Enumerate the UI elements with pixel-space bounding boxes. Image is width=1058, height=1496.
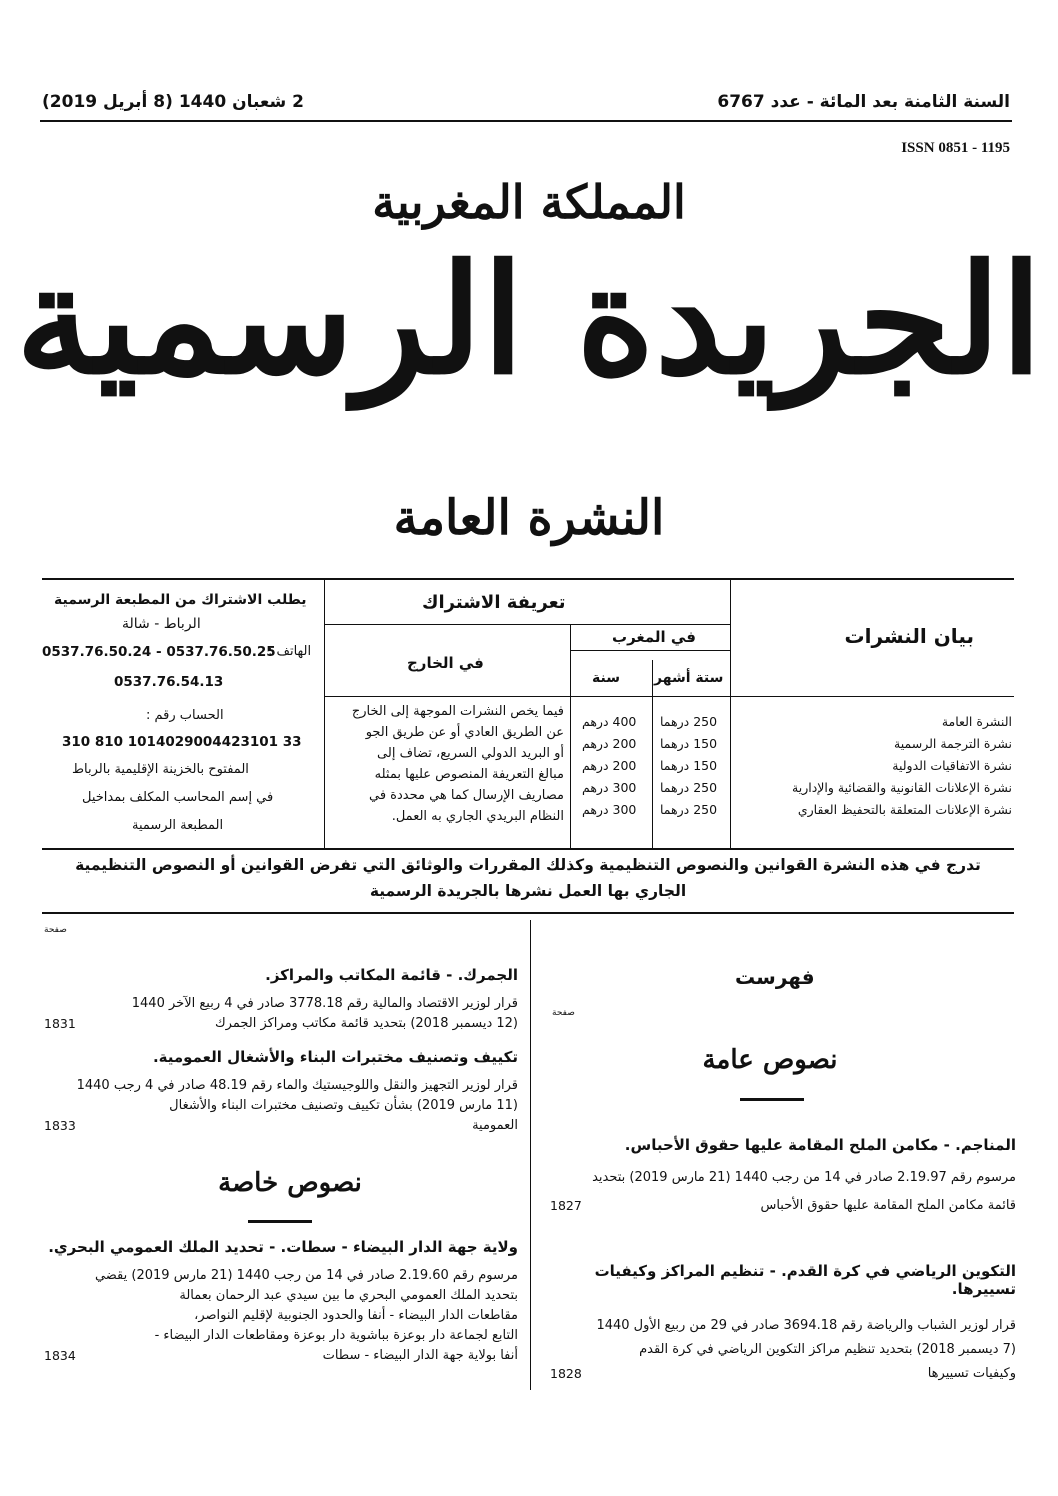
toc-entry (550, 1136, 1016, 1216)
toc-entry-heading: تكييف وتصنيف مختبرات البناء والأشغال العمومية. (152, 1048, 518, 1066)
divider (324, 696, 1014, 697)
in-morocco-label: في المغرب (612, 628, 696, 646)
contact-line5: المطبعة الرسمية (132, 818, 224, 833)
general-texts-title: نصوص عامة (702, 1045, 838, 1075)
bulletin-six-months: 150 درهما (660, 736, 718, 751)
edition-title: النشرة العامة (393, 490, 665, 546)
toc-entry-line: (7 ديسمبر 2018) بتحديد تنظيم مراكز التكوين الرياضي في كرة القدم (639, 1342, 1016, 1357)
abroad-text-line: أو البريد الدولي السريع، تضاف إلى (377, 746, 564, 761)
notice-rule (42, 912, 1014, 914)
toc-entry-text: قائمة مكامن الملح المقامة عليها حقوق الأحباس (760, 1198, 1016, 1213)
toc-entry-line (44, 1014, 518, 1034)
abroad-text-line: مصاريف الإرسال كما هي محددة في (369, 788, 564, 803)
bulletin-six-months: 250 درهما (660, 802, 718, 817)
toc-entry-line (44, 1346, 518, 1366)
toc-entry-line: قرار لوزير الاقتصاد والمالية رقم 3778.18 صادر في 4 ربيع الآخر 1440 (131, 996, 518, 1011)
toc-entry-line (550, 1196, 1016, 1216)
toc-entry-line: مقاطعات الدار البيضاء - أنفا والحدود الجنوبية لإقليم النواصر، (194, 1308, 518, 1323)
publication-notice (42, 852, 1014, 904)
account-number: 310 810 1014029004423101 33 (62, 734, 302, 750)
bulletin-name: النشرة العامة (941, 714, 1012, 729)
contact-line1: يطلب الاشتراك من المطبعة الرسمية (54, 592, 307, 608)
divider (324, 624, 730, 625)
toc-entry-line: التابع لجماعة دار بوعزة بباشوية دار بوعزة ومقاطعات الدار البيضاء - (154, 1328, 518, 1343)
contact-line4: في إسم المحاسب المكلف بمداخيل (82, 790, 274, 805)
section-rule (740, 1098, 804, 1101)
bulletin-name: نشرة الاتفاقيات الدولية (892, 758, 1012, 773)
abroad-text-line: فيما يخص النشرات الموجهة إلى الخارج (351, 704, 564, 719)
six-months-label: ستة أشهر (654, 670, 724, 686)
bulletin-six-months: 150 درهما (660, 758, 718, 773)
toc-entry-line (550, 1364, 1016, 1384)
page-label-right: صفحة (552, 1008, 575, 1018)
bulletin-name: نشرة الترجمة الرسمية (894, 736, 1012, 751)
toc-page-number: 1828 (550, 1366, 582, 1381)
abroad-text-line: النظام البريدي الجاري به العمل. (391, 809, 564, 824)
gazette-title: الجريدة الرسمية (15, 232, 1043, 408)
subscription-box (42, 578, 1014, 850)
bulletin-year: 400 درهم (582, 714, 637, 729)
bulletin-six-months: 250 درهما (660, 714, 718, 729)
column-divider (530, 920, 531, 1390)
issn: ISSN 0851 - 1195 (901, 140, 1010, 156)
phone-number-2: 0537.76.54.13 (114, 674, 224, 690)
toc-entry-heading: الجمرك. - قائمة المكاتب والمراكز. (265, 966, 518, 984)
account-label: الحساب رقم : (146, 708, 224, 723)
toc-entry-heading: المناجم. - مكامن الملح المقامة عليها حقوق الأحباس. (624, 1136, 1016, 1154)
header-rule (40, 120, 1012, 122)
toc-entry (44, 966, 518, 1034)
toc-entry-text: وكيفيات تسييرها (927, 1366, 1016, 1381)
bulletin-year: 300 درهم (582, 802, 637, 817)
divider (570, 624, 571, 848)
bulletin-six-months: 250 درهما (660, 780, 718, 795)
divider (730, 580, 731, 848)
toc-entry-line: مرسوم رقم 2.19.97 صادر في 14 من رجب 1440 (21 مارس 2019) بتحديد (592, 1170, 1016, 1185)
toc-entry (44, 1048, 518, 1136)
special-texts-title: نصوص خاصة (218, 1168, 362, 1198)
bulletin-name: نشرة الإعلانات القانونية والقضائية والإدارية (792, 780, 1012, 795)
toc-entry-line: مرسوم رقم 2.19.60 صادر في 14 من رجب 1440 (21 مارس 2019) يقضي (94, 1268, 518, 1283)
divider (324, 580, 325, 848)
abroad-label: في الخارج (407, 654, 484, 672)
date-line: 2 شعبان 1440 (8 أبريل 2019) (42, 92, 304, 112)
abroad-text-line: مبالغ التعريفة المنصوص عليها بمثله (374, 767, 564, 782)
toc-entry-line: بتحديد الملك العمومي البحري ما بين سيدي عبد الرحمان بعمالة (179, 1288, 518, 1303)
toc-entry-heading: ولاية جهة الدار البيضاء - سطات. - تحديد الملك العمومي البحري. (48, 1238, 518, 1256)
page-label-left: صفحة (44, 925, 67, 935)
phone-label: الهاتف : (268, 644, 312, 659)
bulletin-name: نشرة الإعلانات المتعلقة بالتحفيظ العقاري (797, 802, 1012, 817)
toc-entry-heading: التكوين الرياضي في كرة القدم. - تنظيم المراكز وكيفيات تسييرها. (594, 1262, 1016, 1298)
bulletins-title: بيان النشرات (844, 624, 974, 648)
toc-entry-line: قرار لوزير التجهيز والنقل واللوجيستيك والماء رقم 48.19 صادر في 4 رجب 1440 (76, 1078, 518, 1093)
contact-line3: المفتوح بالخزينة الإقليمية بالرباط (72, 762, 249, 777)
notice-line1: تدرج في هذه النشرة القوانين والنصوص التنظيمية وكذلك المقررات والوثائق التي تفرض القوانين أو النصوص التنظيمية (75, 856, 981, 874)
year-label: سنة (592, 670, 620, 686)
divider (570, 650, 730, 651)
abroad-text-line: عن الطريق العادي أو عن طريق الجو (365, 725, 564, 740)
toc-entry-line: قرار لوزير الشباب والرياضة رقم 3694.18 صادر في 29 من ربيع الأول 1440 (596, 1318, 1016, 1333)
toc-entry (550, 1262, 1016, 1384)
issue-line: السنة الثامنة بعد المائة - عدد 6767 (717, 92, 1010, 112)
contact-line2: الرباط - شالة (122, 616, 201, 632)
toc-entry (44, 1238, 518, 1366)
bulletin-year: 300 درهم (582, 780, 637, 795)
toc-entry-line (44, 1116, 518, 1136)
notice-line2: الجاري بها العمل نشرها بالجريدة الرسمية (369, 882, 687, 900)
toc-page-number: 1827 (550, 1198, 582, 1213)
divider (652, 660, 653, 848)
toc-title: فهرست (735, 965, 815, 989)
toc-entry-text: (12 ديسمبر 2018) بتحديد قائمة مكاتب ومراكز الجمرك (214, 1016, 518, 1031)
toc-entry-text: العمومية (472, 1118, 518, 1133)
toc-page-number: 1834 (44, 1348, 76, 1363)
bulletin-year: 200 درهم (582, 758, 637, 773)
toc-entry-line: (11 مارس 2019) بشأن تكييف وتصنيف مختبرات البناء والأشغال (169, 1098, 518, 1113)
section-rule (248, 1220, 312, 1223)
kingdom-title: المملكة المغربية (372, 175, 686, 229)
phone-numbers: 0537.76.50.24 - 0537.76.50.25 (42, 644, 276, 660)
toc-entry-text: أنفا بولاية جهة الدار البيضاء - سطات (322, 1348, 518, 1363)
bulletin-year: 200 درهم (582, 736, 637, 751)
toc-page-number: 1833 (44, 1118, 76, 1133)
tariff-title: تعريفة الاشتراك (422, 592, 566, 613)
toc-page-number: 1831 (44, 1016, 76, 1031)
